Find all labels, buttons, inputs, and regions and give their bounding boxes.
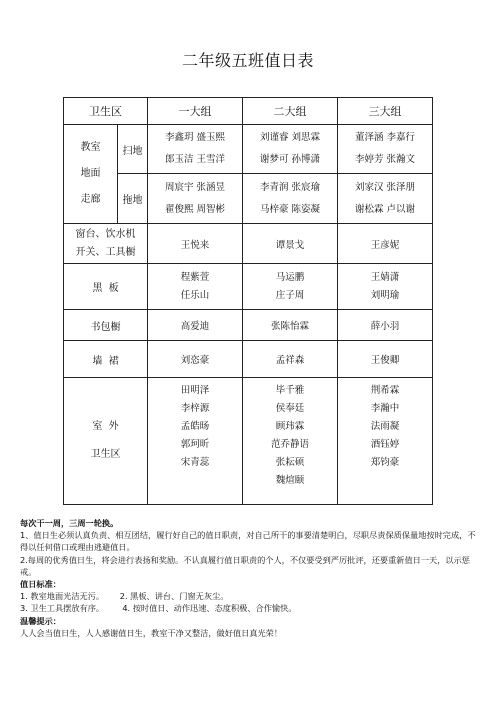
tip-text: 人人会当值日生，人人感谢值日生，教室干净又整洁，做好值日真光荣！ [20, 627, 283, 638]
sweep-group-2: 刘谨睿 刘思霖 谢梦可 孙博潇 [243, 125, 338, 174]
area-windows: 窗台、饮水机 开关、工具橱 [64, 224, 148, 264]
blackboard-group-1: 程紫萱 任乐山 [148, 264, 243, 310]
page-title: 二年级五班值日表 [181, 51, 314, 70]
mop-group-1: 周宸宇 张涵昱 翟俊熙 周智彬 [148, 174, 243, 224]
mop-group-2: 李青润 张宸瑜 马梓豪 陈姿凝 [243, 174, 338, 224]
bookcase-group-3: 薛小羽 [338, 310, 433, 341]
standard-1: 1. 教室地面光洁无污。 [20, 591, 105, 602]
table-row [64, 310, 433, 341]
table-row [64, 125, 433, 174]
windows-group-1: 王悦来 [148, 224, 243, 264]
table-row [64, 378, 433, 505]
rule-2: 2.每周的优秀值日生，将会进行表扬和奖励。不认真履行值日职责的个人，不仅要受到严厉批评，还要重新值日一天，以示惩戒。 [20, 554, 470, 577]
blackboard-group-2: 马运鹏 庄子周 [243, 264, 338, 310]
windows-group-3: 王彦妮 [338, 224, 433, 264]
bookcase-group-2: 张陈怡霖 [243, 310, 338, 341]
wall-group-3: 王俊卿 [338, 341, 433, 378]
header-group-3: 三大组 [338, 98, 433, 125]
area-classroom: 教室 地面 走廊 [64, 125, 118, 224]
standard-row-2 [20, 602, 480, 614]
table-row [64, 341, 433, 378]
outdoor-group-2: 毕千雅 侯奉廷 顾玮霖 范乔静语 张耘硕 魏煊颐 [243, 378, 338, 505]
header-area: 卫生区 [64, 98, 148, 125]
outdoor-group-3: 荆希霖 李瀚中 法雨凝 酒钰婷 郑钧豪 [338, 378, 433, 505]
sub-mop: 拖地 [118, 174, 148, 224]
table-row [64, 174, 433, 224]
duty-table [63, 97, 433, 505]
standard-title: 值日标准： [20, 579, 61, 590]
area-bookcase: 书包橱 [64, 310, 148, 341]
outdoor-group-1: 田明泽 李梓源 孟皓旸 郭珂昕 宋青蕊 [148, 378, 243, 505]
table-row [64, 264, 433, 310]
table-row [64, 224, 433, 264]
mop-group-3: 刘家汉 张泽朋 谢松霖 卢以谢 [338, 174, 433, 224]
sub-sweep: 扫地 [118, 125, 148, 174]
sweep-group-3: 董泽涵 李嘉行 李婷芳 张瀚文 [338, 125, 433, 174]
area-outdoor: 室 外 卫生区 [64, 378, 148, 505]
blackboard-group-3: 王婧潇 刘明瑜 [338, 264, 433, 310]
tip-title: 温馨提示： [20, 615, 61, 626]
standard-4: 4. 按时值日、动作迅速、态度积极、合作愉快。 [122, 603, 297, 614]
sweep-group-1: 李鑫玥 盛玉熙 郎玉洁 王雪洋 [148, 125, 243, 174]
wall-group-1: 刘恣豪 [148, 341, 243, 378]
header-row [64, 98, 433, 125]
bookcase-group-1: 高爱迪 [148, 310, 243, 341]
notes-section [20, 517, 480, 639]
area-blackboard: 黑 板 [64, 264, 148, 310]
header-group-1: 一大组 [148, 98, 243, 125]
standard-row-1 [20, 590, 480, 602]
rule-1: 1、值日生必须认真负责、相互团结，履行好自己的值日职责，对自己所干的事要清楚明白，尽职尽责保质保量地按时完成，不得以任何借口或理由逃避值日。 [20, 530, 476, 553]
area-wall: 墙 裙 [64, 341, 148, 378]
standard-2: 2. 黑板、讲台、门窗无灰尘。 [119, 591, 229, 602]
rotation-note: 每次干一周，三周一轮换。 [20, 518, 119, 528]
header-group-2: 二大组 [243, 98, 338, 125]
wall-group-2: 孟祥森 [243, 341, 338, 378]
standard-3: 3. 卫生工具摆放有序。 [20, 603, 105, 614]
windows-group-2: 谭景戈 [243, 224, 338, 264]
